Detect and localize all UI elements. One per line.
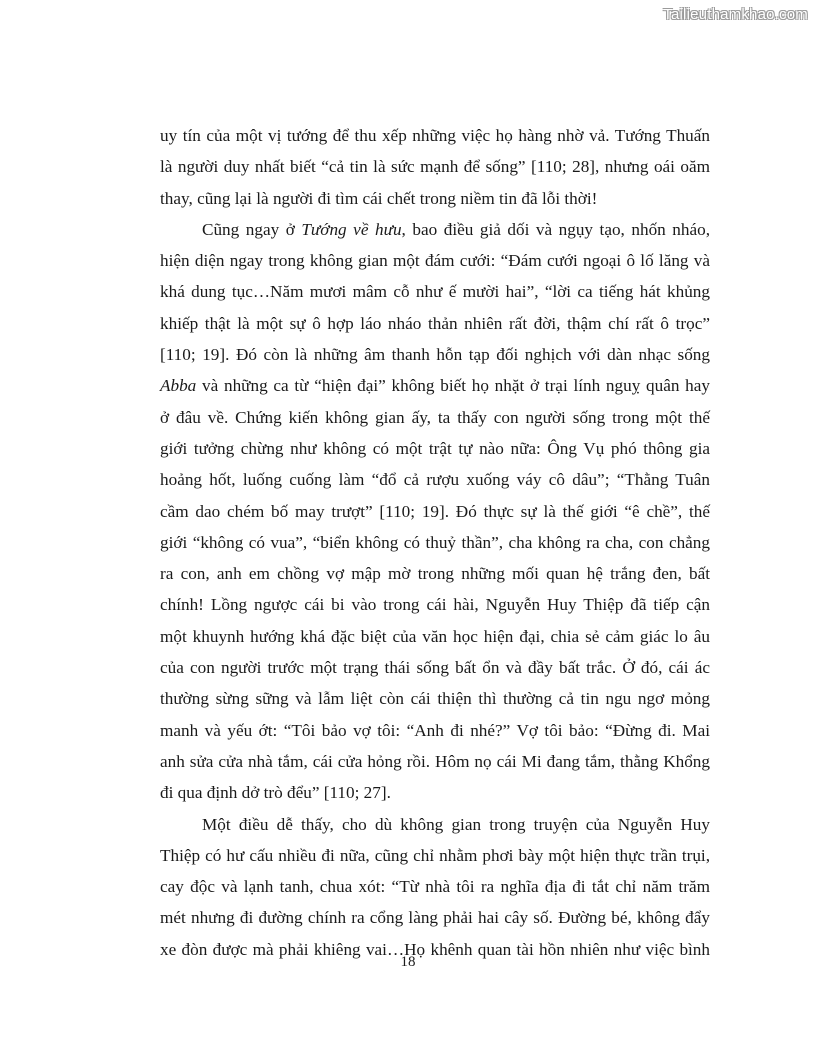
text-line: mét nhưng đi đường chính ra cổng làng phải hai cây số. Đường bé, không đẩy: [160, 908, 710, 928]
watermark: Tailieuthamkhao.com: [663, 6, 808, 23]
text-line: [160, 214, 710, 245]
text-line: đi qua định dở trò đểu” [110; 27].: [160, 783, 391, 803]
text-line: Thiệp có hư cấu nhiều đi nữa, cũng chỉ nhằm phơi bày một hiện thực trần trụi,: [160, 845, 710, 865]
text-line: anh sửa cửa nhà tắm, cái cửa hỏng rồi. Hôm nọ cái Mi đang tắm, thằng Khổng: [160, 751, 710, 771]
italic-title: Tướng về hưu: [301, 219, 402, 239]
text-line: uy tín của một vị tướng để thu xếp những việc họ hàng nhờ vả. Tướng Thuấn: [160, 126, 710, 145]
text-line: manh và yếu ớt: “Tôi bảo vợ tôi: “Anh đi nhé?” Vợ tôi bảo: “Đừng đi. Mai: [160, 720, 710, 740]
body-text: [160, 120, 710, 965]
text-line: là người duy nhất biết “cả tin là sức mạnh để sống” [110; 28], nhưng oái oăm: [160, 157, 710, 177]
text-line: xe đòn được mà phải khiêng vai…Họ khênh quan tài hồn nhiên như việc bình: [160, 939, 710, 959]
italic-title: Abba: [160, 376, 197, 396]
text-line: của con người trước một trạng thái sống bất ổn và đầy bất trắc. Ở đó, cái ác: [160, 658, 710, 678]
text-line: giới tưởng chừng như không có một trật tự nào nữa: Ông Vụ phó thông gia: [160, 438, 710, 458]
text-line: chính! Lồng ngược cái bi vào trong cái hài, Nguyễn Huy Thiệp đã tiếp cận: [160, 595, 710, 615]
text-line: thay, cũng lại là người đi tìm cái chết trong niềm tin đã lỗi thời!: [160, 188, 598, 208]
text-line: giới “không có vua”, “biển không có thuỷ thần”, cha không ra cha, con chẳng: [160, 532, 710, 552]
page-number: 18: [400, 954, 416, 970]
text-line: [110; 19]. Đó còn là những âm thanh hỗn tạp đối nghịch với dàn nhạc sống: [160, 345, 710, 365]
text-line: thường sừng sững và lẫm liệt còn cái thiện thì thường cả tin ngu ngơ mỏng: [160, 689, 710, 709]
text-line: [160, 370, 710, 401]
text-line: khá dung tục…Năm mươi mâm cỗ như ế mười hai”, “lời ca tiếng hát khủng: [160, 282, 710, 302]
text-line: cầm dao chém bố may trượt” [110; 19]. Đó thực sự là thế giới “ê chề”, thế: [160, 501, 710, 521]
text-line: một khuynh hướng khá đặc biệt của văn học hiện đại, chia sẻ cảm giác lo âu: [160, 626, 710, 646]
text-line: ở đâu về. Chứng kiến không gian ấy, ta thấy con người sống trong một thế: [160, 407, 710, 427]
text-line: hiện diện ngay trong không gian một đám cưới: “Đám cưới ngoại ô lố lăng và: [160, 251, 710, 271]
text-line: khiếp thật là một sự ô hợp láo nháo thản nhiên rất đời, thậm chí rất ô trọc”: [160, 313, 710, 333]
text-line: ra con, anh em chồng vợ mập mờ trong những mối quan hệ trắng đen, bất: [160, 564, 710, 584]
text-line: Một điều dễ thấy, cho dù không gian trong truyện của Nguyễn Huy: [202, 814, 710, 834]
text-line: cay độc và lạnh tanh, chua xót: “Từ nhà tôi ra nghĩa địa đi tắt chỉ năm trăm: [160, 877, 710, 897]
text-segment: , bao điều giả dối và ngụy tạo, nhốn nháo,: [401, 219, 710, 239]
text-line: hoảng hốt, luống cuống làm “đổ cả rượu xuống váy cô dâu”; “Thằng Tuân: [160, 470, 710, 490]
text-segment: và những ca từ “hiện đại” không biết họ nhặt ở trại lính nguỵ quân hay: [196, 376, 710, 396]
text-segment: Cũng ngay ở: [202, 219, 302, 239]
